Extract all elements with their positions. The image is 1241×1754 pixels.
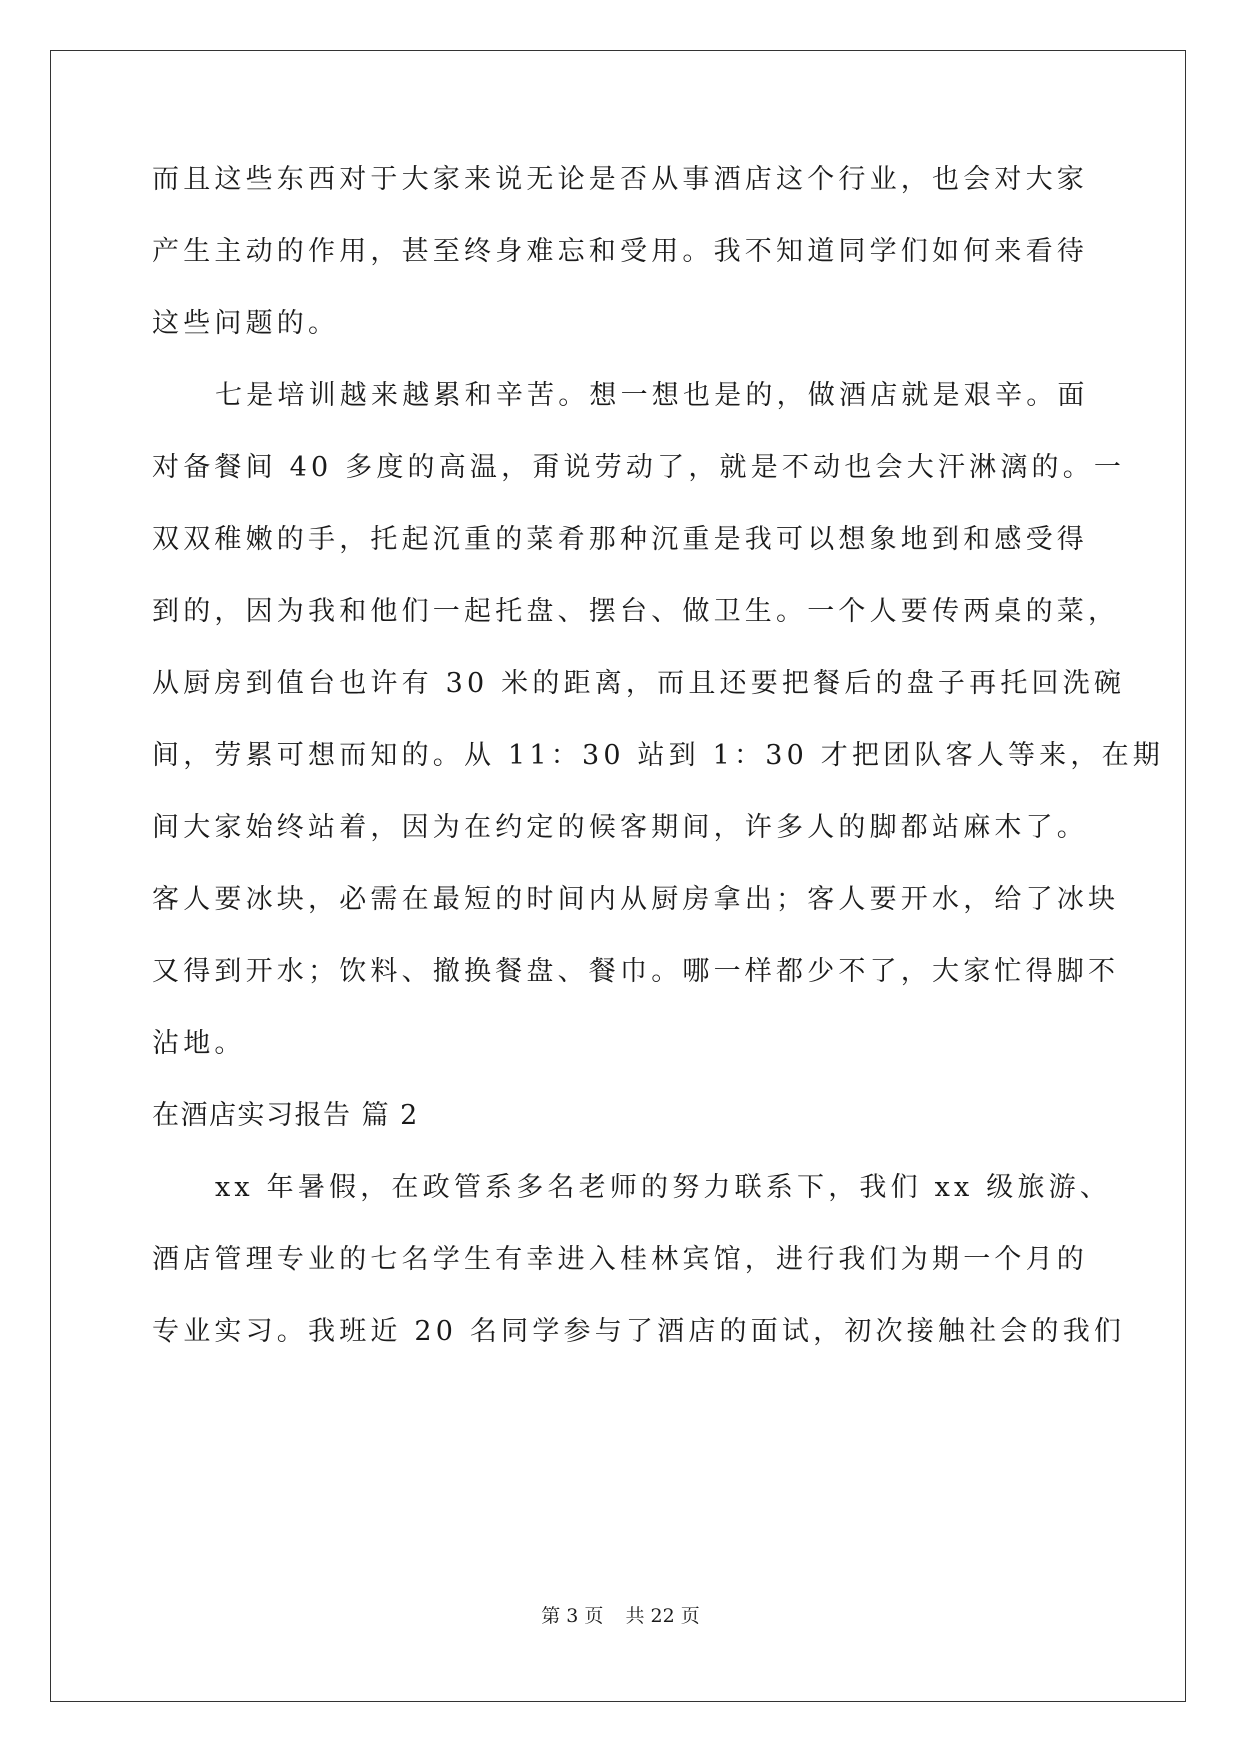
section-heading: 在酒店实习报告 篇 2 bbox=[152, 1100, 419, 1131]
text-line: 产生主动的作用，甚至终身难忘和受用。我不知道同学们如何来看待 bbox=[152, 236, 1088, 267]
text-line: 又得到开水；饮料、撤换餐盘、餐巾。哪一样都少不了，大家忙得脚不 bbox=[152, 956, 1120, 987]
text-line: 七是培训越来越累和辛苦。想一想也是的，做酒店就是艰辛。面 bbox=[215, 380, 1089, 411]
text-line: xx 年暑假，在政管系多名老师的努力联系下，我们 xx 级旅游、 bbox=[215, 1172, 1112, 1203]
text-line: 沾地。 bbox=[152, 1028, 246, 1059]
text-line: 客人要冰块，必需在最短的时间内从厨房拿出；客人要开水，给了冰块 bbox=[152, 884, 1120, 915]
page-footer bbox=[0, 1604, 1241, 1628]
text-line: 间，劳累可想而知的。从 11：30 站到 1：30 才把团队客人等来，在期 bbox=[152, 740, 1164, 771]
text-line: 酒店管理专业的七名学生有幸进入桂林宾馆，进行我们为期一个月的 bbox=[152, 1244, 1088, 1275]
text-line: 从厨房到值台也许有 30 米的距离，而且还要把餐后的盘子再托回洗碗 bbox=[152, 668, 1126, 699]
text-line: 到的，因为我和他们一起托盘、摆台、做卫生。一个人要传两桌的菜， bbox=[152, 596, 1120, 627]
text-line: 专业实习。我班近 20 名同学参与了酒店的面试，初次接触社会的我们 bbox=[152, 1316, 1126, 1347]
text-line: 间大家始终站着，因为在约定的候客期间，许多人的脚都站麻木了。 bbox=[152, 812, 1088, 843]
page-number: 第 3 页 bbox=[541, 1605, 604, 1627]
page-border bbox=[50, 50, 1186, 1702]
text-line: 双双稚嫩的手，托起沉重的菜肴那种沉重是我可以想象地到和感受得 bbox=[152, 524, 1088, 555]
text-line: 这些问题的。 bbox=[152, 308, 340, 339]
page-total: 共 22 页 bbox=[625, 1605, 700, 1627]
text-line: 而且这些东西对于大家来说无论是否从事酒店这个行业，也会对大家 bbox=[152, 164, 1088, 195]
text-line: 对备餐间 40 多度的高温，甭说劳动了，就是不动也会大汗淋漓的。一 bbox=[152, 452, 1126, 483]
